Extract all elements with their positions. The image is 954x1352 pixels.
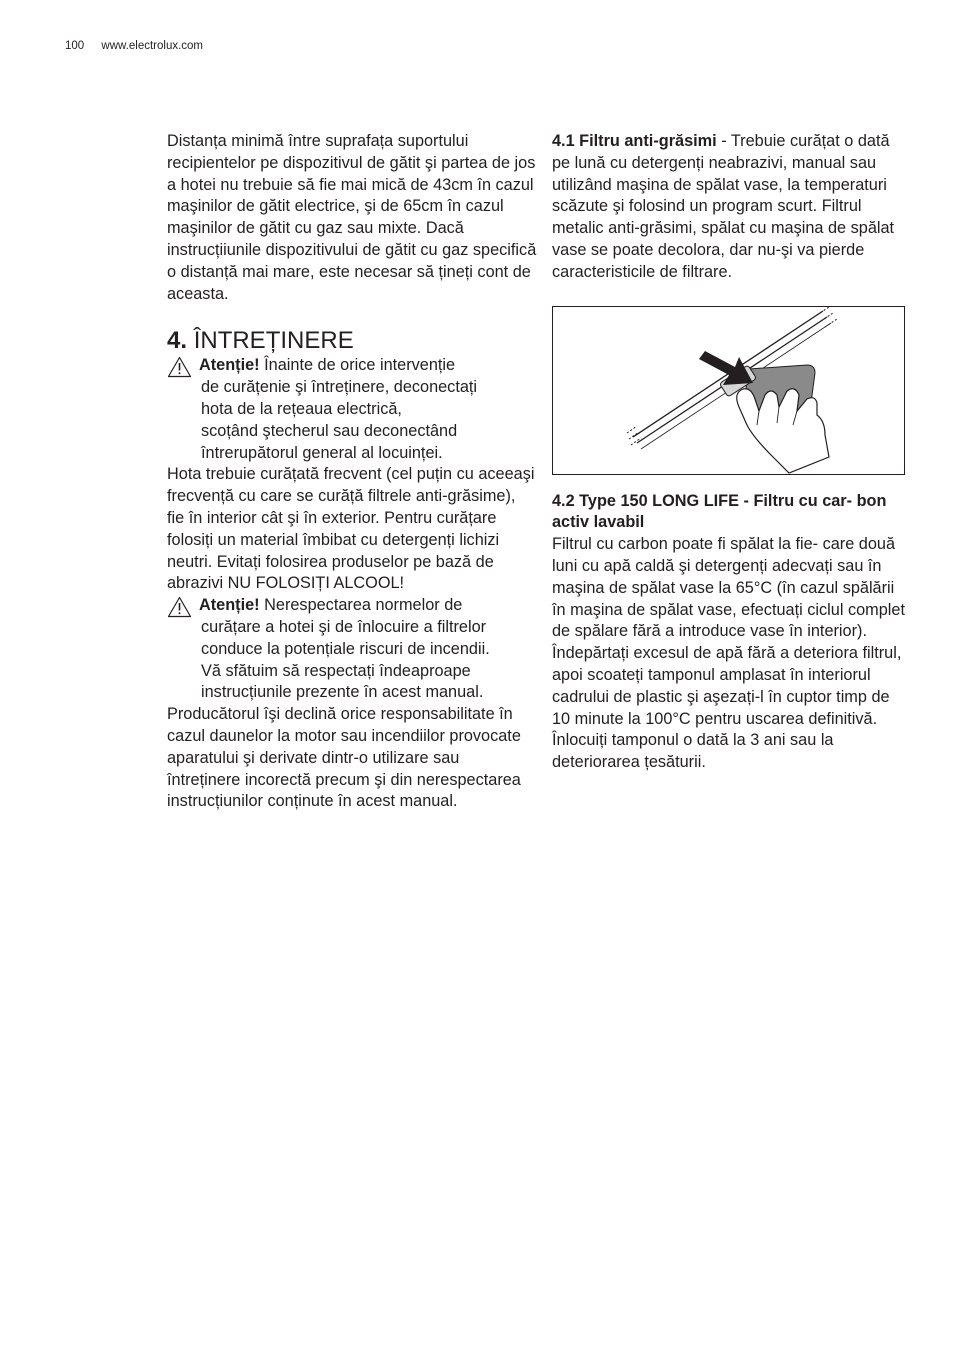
section-title: ÎNTREȚINERE bbox=[193, 327, 354, 355]
intro-paragraph: Distanța minimă între suprafața suportului recipientelor pe dispozitivul de gătit şi partea de jos a hotei nu trebuie să fie mai mică de 43cm în cazul maşinilor de gătit electrice, şi de 65cm în cazul maşinilor de gătit cu gaz sau mixte. Dacă instrucțiiunile dispozitivului de gătit cu gaz specifică o distanță mai mare, este necesar să țineți cont de aceasta. bbox=[167, 132, 537, 303]
warning-block-1: Atenție! Înainte de orice intervenție de curățenie şi întreținere, deconectați hota de la rețeaua electrică, scoțând ştecherul sau deconectând întrerupătorul general al locuinței. bbox=[167, 355, 537, 464]
warning-label: Atenție! bbox=[199, 356, 260, 375]
warning-triangle-icon bbox=[167, 596, 192, 618]
page-number: 100 bbox=[65, 40, 85, 52]
warning-triangle-icon bbox=[167, 356, 192, 378]
warning-label: Atenție! bbox=[199, 596, 260, 615]
filter-removal-illustration bbox=[552, 306, 905, 475]
grease-filter-paragraph: 4.1 Filtru anti-grăsimi - Trebuie curățat o dată pe lună cu detergenți neabrazivi, manual sau utilizând maşina de spălat vase, la temperaturi scăzute şi folosind un program scurt. Filtrul metalic anti-grăsimi, spălat cu maşina de spălat vase se poate decolora, dar nu-şi va pierde caracteristicile de filtrare. bbox=[552, 132, 895, 281]
carbon-filter-paragraph: Filtrul cu carbon poate fi spălat la fie- care două luni cu apă caldă şi detergenți adecvați sau în maşina de spălat vase la 65°C (în cazul spălării în maşina de spălat vase, efectuați ciclul complet de spălare fără a introduce vase în interior). Îndepărtați excesul de apă fără a deteriora filtrul, apoi scoateți tamponul amplasat în interiorul cadrului de plastic şi aşezați-l în cuptor timp de 10 minute la 100°C pentru uscarea definitivă. Înlocuiți tamponul o dată la 3 ani sau la deteriorarea țesăturii. bbox=[552, 535, 905, 772]
carbon-filter-title: 4.2 Type 150 LONG LIFE - Filtru cu car- bon activ lavabil bbox=[552, 491, 887, 532]
warning-block-2: Atenție! Nerespectarea normelor de curățare a hotei şi de înlocuire a filtrelor conduce la potențiale riscuri de incendii. Vă sfătuim să respectați îndeaproape instrucțiunile prezente în acest manual. bbox=[167, 595, 537, 704]
cleaning-paragraph: Hota trebuie curățată frecvent (cel puțin cu aceeaşi frecvență cu care se curăță filtrele anti-grăsime), fie în interior cât şi în exterior. Pentru curățare folosiți un material îmbibat cu detergenți lichizi neutri. Evitați folosirea produselor pe bază de abrazivi NU FOLOSIȚI ALCOOL! bbox=[167, 465, 535, 593]
website-url: www.electrolux.com bbox=[101, 40, 204, 52]
grease-filter-title: 4.1 Filtru anti-grăsimi bbox=[552, 132, 717, 150]
liability-paragraph: Producătorul îşi declină orice responsabilitate în cazul daunelor la motor sau incendiilor provocate aparatului şi derivate dintr-o utilizare sau întreținere incorectă precum şi din nerespectarea instrucțiunilor conținute în acest manual. bbox=[167, 705, 521, 811]
right-column bbox=[552, 131, 912, 774]
page-header bbox=[65, 40, 203, 52]
left-column bbox=[167, 131, 537, 813]
section-heading bbox=[167, 327, 537, 355]
section-number: 4. bbox=[167, 327, 188, 355]
filter-illustration-drawing bbox=[553, 307, 904, 474]
